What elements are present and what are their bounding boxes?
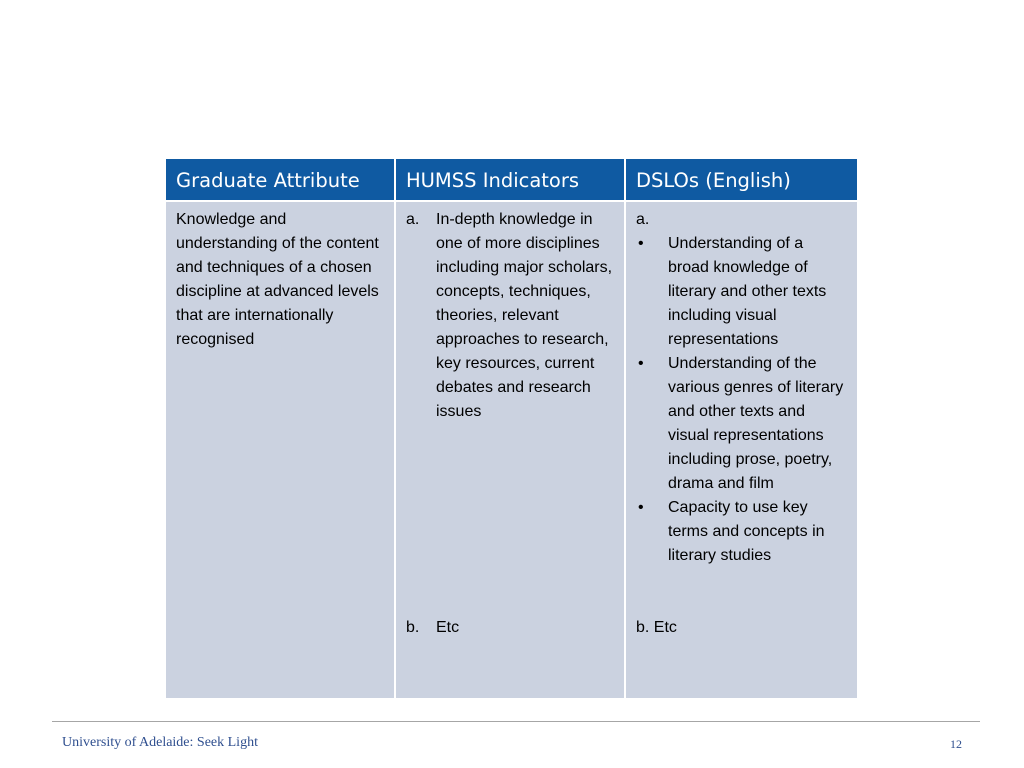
dslo-b-label: b. Etc	[636, 619, 677, 636]
page-number: 12	[950, 737, 962, 751]
cell-graduate-attribute	[166, 201, 395, 698]
dslo-bullet-text: Understanding of the various genres of literary and other texts and visual representations including prose, poetry, drama and film	[668, 355, 844, 492]
dslo-bullet	[636, 232, 847, 352]
header-graduate-attribute: Graduate Attribute	[166, 159, 395, 201]
attributes-table	[166, 159, 857, 698]
cell-dslos	[625, 201, 857, 698]
footer-university: University of Adelaide: Seek Light	[62, 735, 258, 750]
dslo-bullet-text: Capacity to use key terms and concepts in literary studies	[668, 499, 825, 564]
cell-humss-indicators	[395, 201, 625, 698]
graduate-attribute-text: Knowledge and understanding of the content and techniques of a chosen discipline at advanced levels that are internationally recognised	[176, 211, 379, 348]
indicator-b-marker: b.	[406, 619, 420, 636]
table-header-row	[166, 159, 857, 201]
indicator-b	[406, 616, 614, 640]
indicator-a-marker: a.	[406, 211, 420, 228]
header-dslos-english: DSLOs (English)	[625, 159, 857, 201]
footer-divider	[52, 721, 980, 722]
indicator-b-text: Etc	[436, 619, 460, 636]
dslo-a-label: a.	[636, 211, 650, 228]
bullet-icon: •	[638, 235, 644, 252]
indicator-a-text: In-depth knowledge in one of more disciplines including major scholars, concepts, techniques, theories, relevant approaches to research, key resources, current debates and research issues	[436, 211, 613, 420]
table-row	[166, 201, 857, 698]
dslo-bullet-text: Understanding of a broad knowledge of literary and other texts including visual representations	[668, 235, 827, 348]
bullet-icon: •	[638, 355, 644, 372]
indicator-a	[406, 208, 614, 424]
dslo-bullet	[636, 352, 847, 496]
header-humss-indicators: HUMSS Indicators	[395, 159, 625, 201]
dslo-bullet	[636, 496, 847, 568]
bullet-icon: •	[638, 499, 644, 516]
